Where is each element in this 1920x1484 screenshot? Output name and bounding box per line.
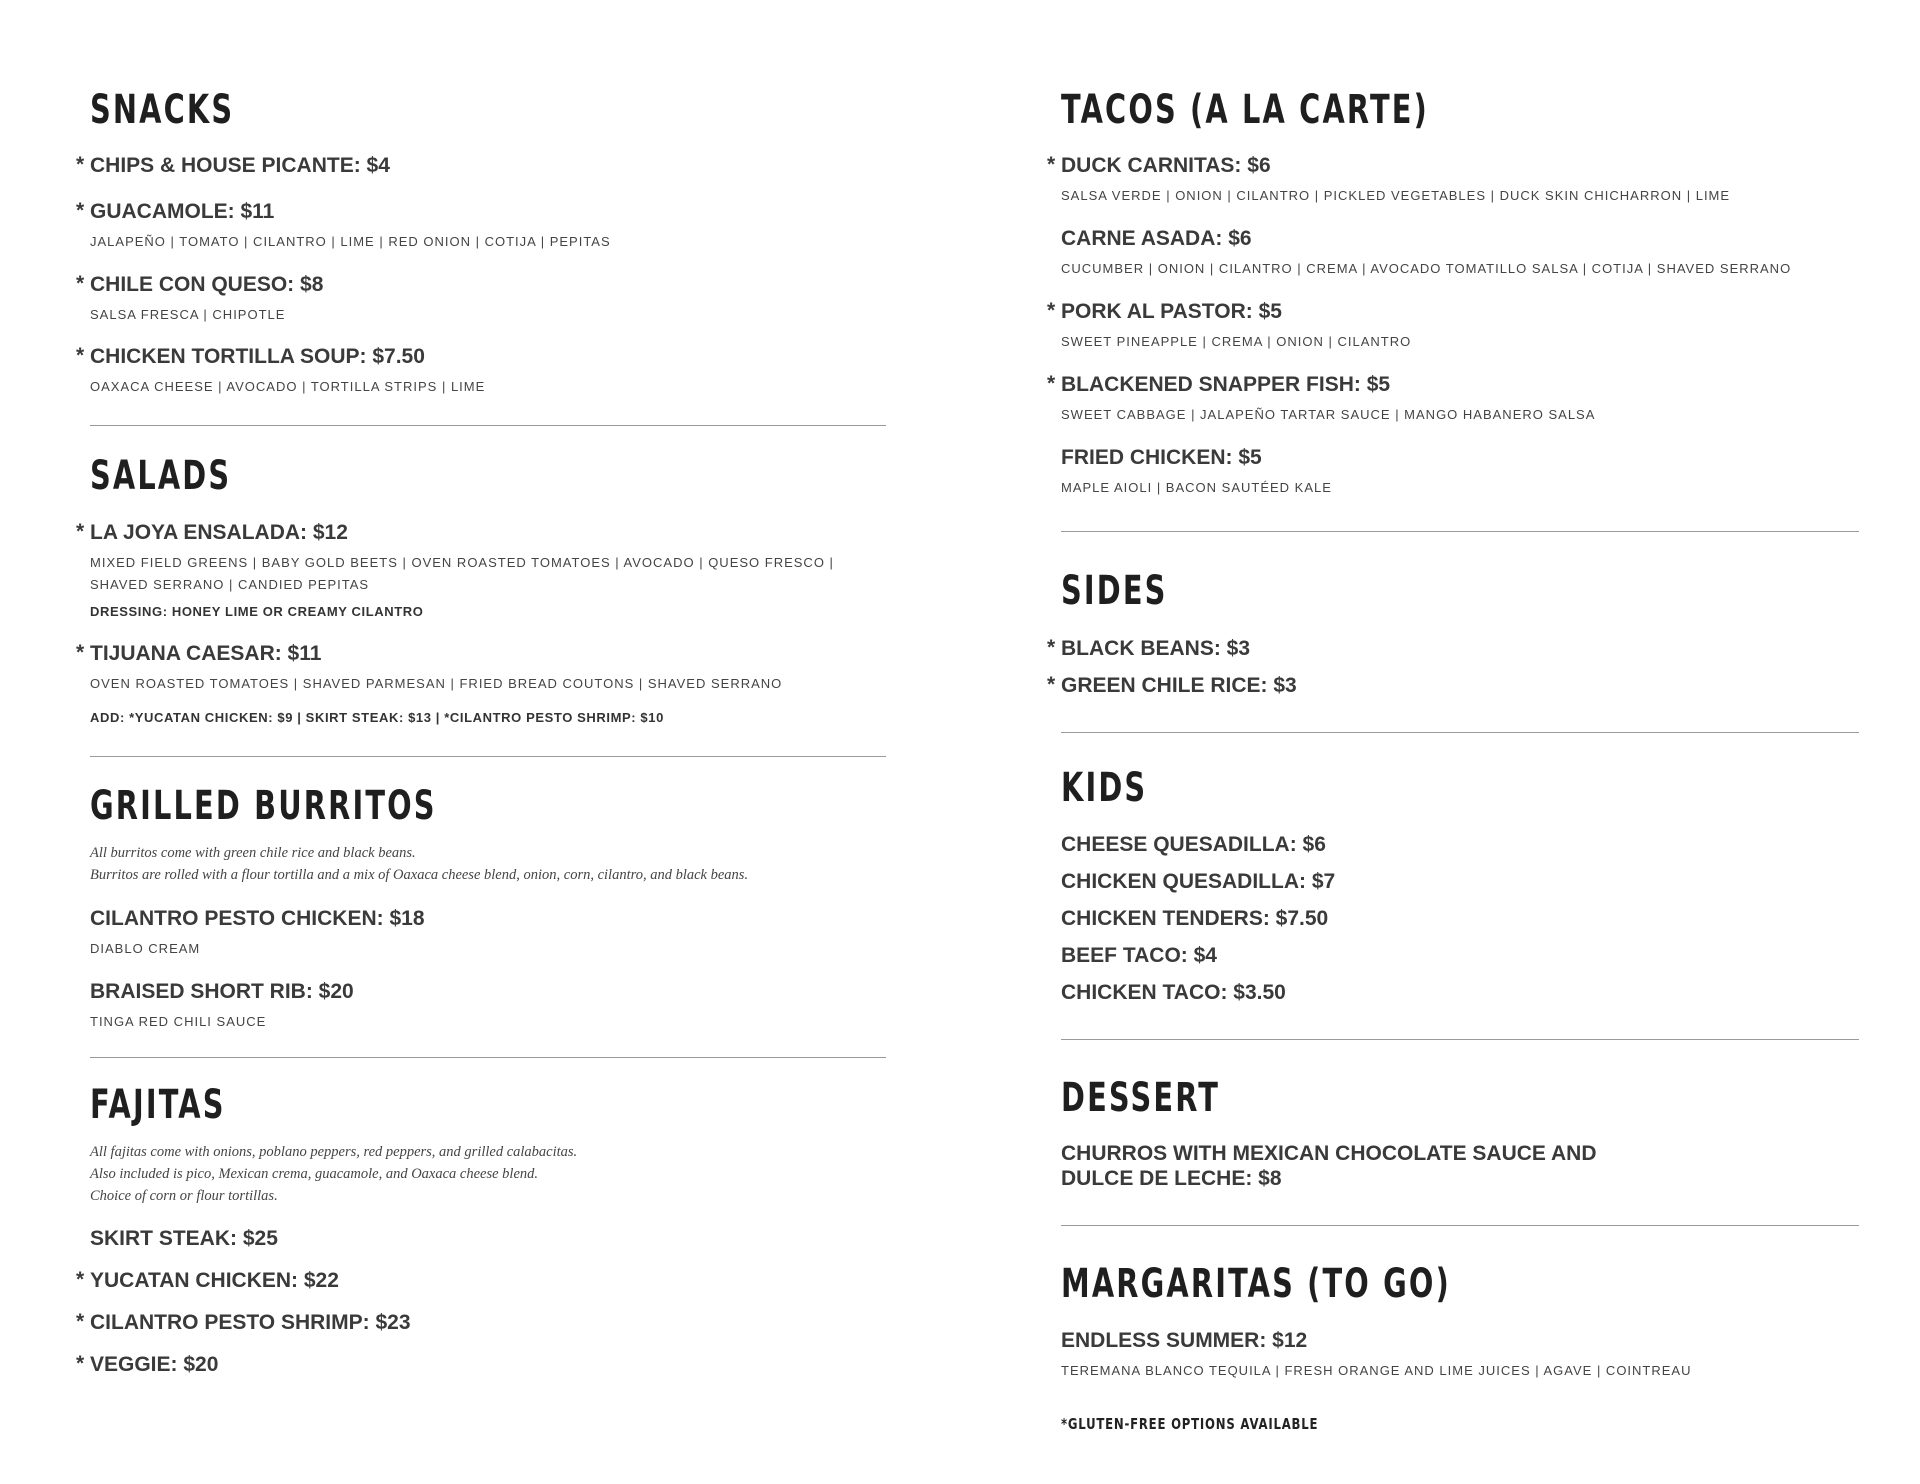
section-title-kids: KIDS	[1061, 765, 1148, 811]
menu-item: * CILANTRO PESTO SHRIMP: $23	[76, 1310, 411, 1334]
section-title-salads: SALADS	[90, 453, 232, 499]
item-name: CHIPS & HOUSE PICANTE: $4	[90, 154, 390, 177]
menu-item: * CHIPS & HOUSE PICANTE: $4	[76, 153, 390, 177]
item-description: SWEET CABBAGE | JALAPEÑO TARTAR SAUCE | MANGO HABANERO SALSA	[1061, 407, 1596, 422]
menu-item: * VEGGIE: $20	[76, 1352, 219, 1376]
item-description: TINGA RED CHILI SAUCE	[90, 1014, 267, 1029]
section-divider	[1061, 1225, 1859, 1226]
section-divider	[90, 1057, 886, 1058]
item-description: MIXED FIELD GREENS | BABY GOLD BEETS | OVEN ROASTED TOMATOES | AVOCADO | QUESO FRESCO |	[90, 555, 834, 570]
menu-item	[1061, 832, 1326, 858]
menu-item	[1061, 906, 1328, 932]
section-divider	[90, 425, 886, 426]
item-description: CUCUMBER | ONION | CILANTRO | CREMA | AVOCADO TOMATILLO SALSA | COTIJA | SHAVED SERRANO	[1061, 261, 1792, 276]
section-note: Also included is pico, Mexican crema, guacamole, and Oaxaca cheese blend.	[90, 1166, 539, 1182]
section-divider	[90, 756, 886, 757]
section-note: All burritos come with green chile rice and black beans.	[90, 845, 416, 861]
item-name: CILANTRO PESTO SHRIMP: $23	[90, 1311, 411, 1334]
item-name: CHEESE QUESADILLA: $6	[1061, 833, 1326, 856]
item-name: CARNE ASADA: $6	[1061, 227, 1252, 250]
menu-item: * YUCATAN CHICKEN: $22	[76, 1268, 339, 1292]
menu-item: * GUACAMOLE: $11	[76, 199, 275, 223]
section-divider	[1061, 531, 1859, 532]
add-on-options: ADD: *YUCATAN CHICKEN: $9 | SKIRT STEAK: $13 | *CILANTRO PESTO SHRIMP: $10	[90, 710, 664, 725]
item-name: DUCK CARNITAS: $6	[1061, 154, 1271, 177]
menu-item: * LA JOYA ENSALADA: $12	[76, 520, 348, 544]
item-name: LA JOYA ENSALADA: $12	[90, 521, 348, 544]
item-name: BEEF TACO: $4	[1061, 944, 1217, 967]
section-title-tacos: TACOS (A LA CARTE)	[1061, 87, 1429, 133]
dressing-options: DRESSING: HONEY LIME OR CREAMY CILANTRO	[90, 604, 424, 619]
menu-item: * DUCK CARNITAS: $6	[1047, 153, 1271, 177]
item-description: DIABLO CREAM	[90, 941, 201, 956]
item-description: OAXACA CHEESE | AVOCADO | TORTILLA STRIPS | LIME	[90, 379, 486, 394]
section-note: Burritos are rolled with a flour tortilla and a mix of Oaxaca cheese blend, onion, corn, cilantro, and black beans.	[90, 867, 749, 883]
section-title-fajitas: FAJITAS	[90, 1082, 226, 1128]
menu-item	[1061, 943, 1217, 969]
section-title-burritos: GRILLED BURRITOS	[90, 783, 437, 829]
menu-item: * PORK AL PASTOR: $5	[1047, 299, 1282, 323]
item-name: DULCE DE LECHE: $8	[1061, 1167, 1282, 1190]
section-note: Choice of corn or flour tortillas.	[90, 1188, 278, 1204]
gluten-free-note: *GLUTEN-FREE OPTIONS AVAILABLE	[1061, 1415, 1319, 1433]
menu-item	[90, 1226, 278, 1252]
menu-item: * GREEN CHILE RICE: $3	[1047, 673, 1297, 697]
item-name: SKIRT STEAK: $25	[90, 1227, 278, 1250]
item-description: MAPLE AIOLI | BACON SAUTÉED KALE	[1061, 480, 1332, 495]
menu-item	[1061, 1328, 1307, 1354]
item-description: JALAPEÑO | TOMATO | CILANTRO | LIME | RED ONION | COTIJA | PEPITAS	[90, 234, 611, 249]
section-note: All fajitas come with onions, poblano peppers, red peppers, and grilled calabacitas.	[90, 1144, 578, 1160]
item-name: GUACAMOLE: $11	[90, 200, 275, 223]
menu-item	[1061, 869, 1335, 895]
item-name: PORK AL PASTOR: $5	[1061, 300, 1282, 323]
item-name: ENDLESS SUMMER: $12	[1061, 1329, 1308, 1352]
menu-item	[1061, 980, 1286, 1006]
item-name: CILANTRO PESTO CHICKEN: $18	[90, 907, 425, 930]
section-title-margaritas: MARGARITAS (TO GO)	[1061, 1261, 1451, 1307]
menu-item	[1061, 1166, 1282, 1192]
menu-item	[1061, 445, 1262, 471]
item-description: SALSA FRESCA | CHIPOTLE	[90, 307, 286, 322]
item-name: BRAISED SHORT RIB: $20	[90, 980, 354, 1003]
item-name: CHICKEN TORTILLA SOUP: $7.50	[90, 345, 425, 368]
menu-item	[1061, 1141, 1597, 1167]
item-description: OVEN ROASTED TOMATOES | SHAVED PARMESAN | FRIED BREAD COUTONS | SHAVED SERRANO	[90, 676, 783, 691]
item-description: SWEET PINEAPPLE | CREMA | ONION | CILANTRO	[1061, 334, 1412, 349]
section-title-snacks: SNACKS	[90, 87, 235, 133]
item-name: BLACKENED SNAPPER FISH: $5	[1061, 373, 1391, 396]
item-name: CHILE CON QUESO: $8	[90, 273, 324, 296]
section-divider	[1061, 1039, 1859, 1040]
menu-item	[90, 906, 425, 932]
menu-item: * BLACKENED SNAPPER FISH: $5	[1047, 372, 1391, 396]
menu-item: * TIJUANA CAESAR: $11	[76, 641, 322, 665]
item-description: SALSA VERDE | ONION | CILANTRO | PICKLED VEGETABLES | DUCK SKIN CHICHARRON | LIME	[1061, 188, 1731, 203]
item-name: FRIED CHICKEN: $5	[1061, 446, 1262, 469]
section-title-sides: SIDES	[1061, 568, 1168, 614]
menu-item	[1061, 226, 1252, 252]
menu-item: * CHICKEN TORTILLA SOUP: $7.50	[76, 344, 425, 368]
item-name: GREEN CHILE RICE: $3	[1061, 674, 1297, 697]
menu-item	[90, 979, 354, 1005]
item-name: BLACK BEANS: $3	[1061, 637, 1251, 660]
section-title-dessert: DESSERT	[1061, 1075, 1221, 1121]
section-divider	[1061, 732, 1859, 733]
item-description: TEREMANA BLANCO TEQUILA | FRESH ORANGE AND LIME JUICES | AGAVE | COINTREAU	[1061, 1363, 1692, 1378]
item-description: SHAVED SERRANO | CANDIED PEPITAS	[90, 577, 370, 592]
menu-item: * CHILE CON QUESO: $8	[76, 272, 324, 296]
menu-item: * BLACK BEANS: $3	[1047, 636, 1251, 660]
item-name: CHURROS WITH MEXICAN CHOCOLATE SAUCE AND	[1061, 1142, 1597, 1165]
item-name: VEGGIE: $20	[90, 1353, 219, 1376]
item-name: CHICKEN TACO: $3.50	[1061, 981, 1286, 1004]
item-name: CHICKEN QUESADILLA: $7	[1061, 870, 1336, 893]
item-name: YUCATAN CHICKEN: $22	[90, 1269, 339, 1292]
item-name: TIJUANA CAESAR: $11	[90, 642, 322, 665]
item-name: CHICKEN TENDERS: $7.50	[1061, 907, 1329, 930]
